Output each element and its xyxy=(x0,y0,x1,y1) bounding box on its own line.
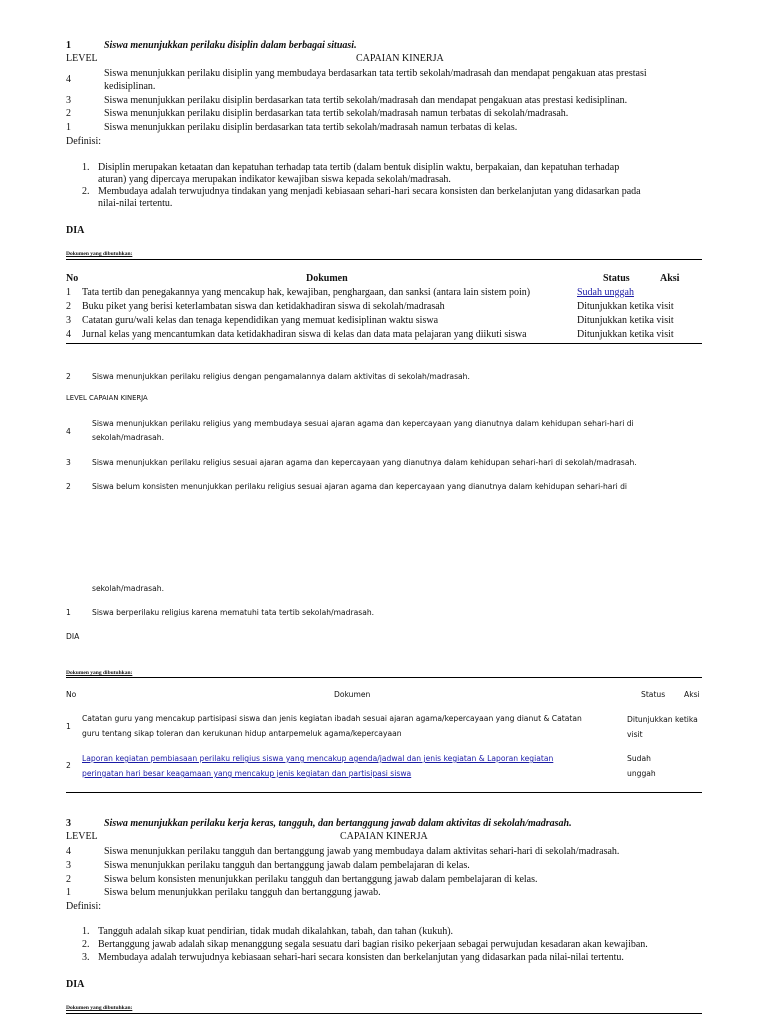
row-number: 3 xyxy=(66,315,71,326)
table-divider xyxy=(66,259,702,260)
dokumen-label: Dokumen yang dibutuhkan: xyxy=(66,1005,133,1011)
row-status: Ditunjukkan ketika visit xyxy=(577,301,674,312)
row-dokumen: Catatan guru yang mencakup partisipasi siswa dan jenis kegiatan ibadah sesuai ajaran agama/kepercayaan yang dianut & Catatan xyxy=(82,714,582,723)
dokumen-label: Dokumen yang dibutuhkan: xyxy=(66,670,133,676)
definisi-text: Tangguh adalah sikap kuat pendirian, tidak mudah dikalahkan, tabah, dan tahan (kukuh). xyxy=(98,926,454,937)
col-header-status: Status xyxy=(603,273,630,284)
level-description: Siswa berperilaku religius karena mematuhi tata tertib sekolah/madrasah. xyxy=(92,608,375,617)
row-number: 1 xyxy=(66,722,71,731)
level-number: 4 xyxy=(66,74,71,85)
section3-title: Siswa menunjukkan perilaku kerja keras, tangguh, dan bertanggung jawab dalam aktivitas di sekolah/madrasah. xyxy=(104,818,572,829)
level-number: 1 xyxy=(66,122,71,133)
level-description-cont: sekolah/madrasah. xyxy=(92,584,165,593)
level-number: 3 xyxy=(66,458,71,467)
definisi-text: Disiplin merupakan ketaatan dan kepatuhan terhadap tata tertib (dalam bentuk disiplin waktu, berpakaian, dan kepatuhan terhadap xyxy=(98,162,620,173)
row-dokumen: Jurnal kelas yang mencantumkan data ketidakhadiran siswa di kelas dan data mata pelajaran yang diikuti siswa xyxy=(82,329,527,340)
row-status: Sudah xyxy=(627,754,651,763)
col-header-no: No xyxy=(66,273,79,284)
level-description: Siswa belum konsisten menunjukkan perilaku religius sesuai ajaran agama dan kepercayaan yang dianutnya dalam kehidupan sehari-hari di xyxy=(92,482,628,491)
definisi-number: 3. xyxy=(82,952,90,963)
section2-title: Siswa menunjukkan perilaku religius dengan pengamalannya dalam aktivitas di sekolah/madrasah. xyxy=(92,372,470,381)
level-number: 1 xyxy=(66,887,71,898)
section3-capaian-header: CAPAIAN KINERJA xyxy=(340,831,428,842)
section3-number: 3 xyxy=(66,818,71,829)
level-description: Siswa menunjukkan perilaku disiplin yang membudaya berdasarkan tata tertib sekolah/madrasah dan mendapat pengakuan atas prestasi xyxy=(104,68,647,79)
definisi-text: Membudaya adalah terwujudnya kebiasaan sehari-hari secara konsisten dan berkelanjutan yang didasarkan pada nilai-nilai tertentu. xyxy=(98,952,624,963)
definisi-number: 1. xyxy=(82,162,90,173)
definisi-text: Membudaya adalah terwujudnya tindakan yang menjadi kebiasaan sehari-hari secara konsisten dan berkelanjutan yang didasarkan pada xyxy=(98,186,641,197)
level-description: Siswa menunjukkan perilaku disiplin berdasarkan tata tertib sekolah/madrasah namun terbatas di sekolah/madrasah. xyxy=(104,108,569,119)
col-header-no: No xyxy=(66,690,77,699)
status-link[interactable]: Sudah unggah xyxy=(577,287,634,298)
section1-title: Siswa menunjukkan perilaku disiplin dalam berbagai situasi. xyxy=(104,40,357,51)
level-number: 2 xyxy=(66,108,71,119)
section3-level-header: LEVEL xyxy=(66,831,98,842)
definisi-text-cont: aturan) yang dipercaya merupakan indikator kewajiban siswa kepada sekolah/madrasah. xyxy=(98,174,451,185)
row-dokumen: Buku piket yang berisi keterlambatan siswa dan ketidakhadiran siswa di sekolah/madrasah xyxy=(82,301,445,312)
definisi-label: Definisi: xyxy=(66,901,101,912)
section2-level-header: LEVEL CAPAIAN KINERJA xyxy=(66,394,148,402)
level-number: 2 xyxy=(66,874,71,885)
level-description: Siswa belum menunjukkan perilaku tangguh dan bertanggung jawab. xyxy=(104,887,381,898)
table-divider xyxy=(66,343,702,344)
level-description: Siswa menunjukkan perilaku disiplin berdasarkan tata tertib sekolah/madrasah namun terbatas di kelas. xyxy=(104,122,518,133)
definisi-number: 2. xyxy=(82,186,90,197)
col-header-dokumen: Dokumen xyxy=(334,690,371,699)
level-number: 2 xyxy=(66,482,71,491)
row-number: 4 xyxy=(66,329,71,340)
level-description-cont: kedisiplinan. xyxy=(104,81,156,92)
row-status-cont: unggah xyxy=(627,769,656,778)
level-description: Siswa menunjukkan perilaku religius yang membudaya sesuai ajaran agama dan kepercayaan yang dianutnya dalam kehidupan sehari-hari di xyxy=(92,419,634,428)
level-number: 1 xyxy=(66,608,71,617)
level-description-cont: sekolah/madrasah. xyxy=(92,433,165,442)
dokumen-label: Dokumen yang dibutuhkan: xyxy=(66,251,133,257)
level-number: 3 xyxy=(66,95,71,106)
level-description: Siswa menunjukkan perilaku tangguh dan bertanggung jawab yang membudaya dalam aktivitas sehari-hari di sekolah/madrasah. xyxy=(104,846,620,857)
section1-capaian-header: CAPAIAN KINERJA xyxy=(356,53,444,64)
row-dokumen-link[interactable]: Laporan kegiatan pembiasaan perilaku religius siswa yang mencakup agenda/jadwal dan jenis kegiatan & Laporan kegiatan xyxy=(82,754,554,763)
section2-number: 2 xyxy=(66,372,71,381)
level-number: 4 xyxy=(66,427,71,436)
col-header-dokumen: Dokumen xyxy=(306,273,348,284)
level-description: Siswa belum konsisten menunjukkan perilaku tangguh dan bertanggung jawab dalam pembelajaran di kelas. xyxy=(104,874,538,885)
level-description: Siswa menunjukkan perilaku disiplin berdasarkan tata tertib sekolah/madrasah dan mendapat pengakuan atas prestasi kedisiplinan. xyxy=(104,95,628,106)
dia-heading: DIA xyxy=(66,979,85,990)
definisi-number: 2. xyxy=(82,939,90,950)
table-divider xyxy=(66,792,702,793)
row-status: Ditunjukkan ketika visit xyxy=(577,329,674,340)
level-number: 4 xyxy=(66,846,71,857)
definisi-text-cont: nilai-nilai tertentu. xyxy=(98,198,173,209)
row-number: 1 xyxy=(66,287,71,298)
definisi-text: Bertanggung jawab adalah sikap menanggung segala sesuatu dari bagian risiko pekerjaan sebagai perwujudan kesadaran akan kewajiban. xyxy=(98,939,648,950)
definisi-label: Definisi: xyxy=(66,136,101,147)
col-header-status: Status xyxy=(641,690,666,699)
definisi-number: 1. xyxy=(82,926,90,937)
section1-number: 1 xyxy=(66,40,71,51)
table-divider xyxy=(66,677,702,678)
row-status: Ditunjukkan ketika visit xyxy=(577,315,674,326)
row-status-cont: visit xyxy=(627,730,643,739)
row-dokumen-cont: guru tentang sikap toleran dan kerukunan hidup antarpemeluk agama/kepercayaan xyxy=(82,729,402,738)
section1-level-header: LEVEL xyxy=(66,53,98,64)
row-status: Ditunjukkan ketika xyxy=(627,715,698,724)
row-dokumen: Catatan guru/wali kelas dan tenaga kependidikan yang memuat kedisiplinan waktu siswa xyxy=(82,315,439,326)
row-dokumen-link-cont[interactable]: peringatan hari besar keagamaan yang mencakup jenis kegiatan dan partisipasi siswa xyxy=(82,769,412,778)
level-description: Siswa menunjukkan perilaku religius sesuai ajaran agama dan kepercayaan yang dianutnya dalam kehidupan sehari-hari di sekolah/madrasah. xyxy=(92,458,637,467)
level-number: 3 xyxy=(66,860,71,871)
row-number: 2 xyxy=(66,761,71,770)
col-header-aksi: Aksi xyxy=(684,690,700,699)
table-divider xyxy=(66,1013,702,1014)
row-number: 2 xyxy=(66,301,71,312)
dia-heading: DIA xyxy=(66,632,80,641)
dia-heading: DIA xyxy=(66,225,85,236)
level-description: Siswa menunjukkan perilaku tangguh dan bertanggung jawab dalam pembelajaran di kelas. xyxy=(104,860,470,871)
row-dokumen: Tata tertib dan penegakannya yang mencakup hak, kewajiban, penghargaan, dan sanksi (antara lain sistem poin) xyxy=(82,287,531,298)
col-header-aksi: Aksi xyxy=(660,273,680,284)
